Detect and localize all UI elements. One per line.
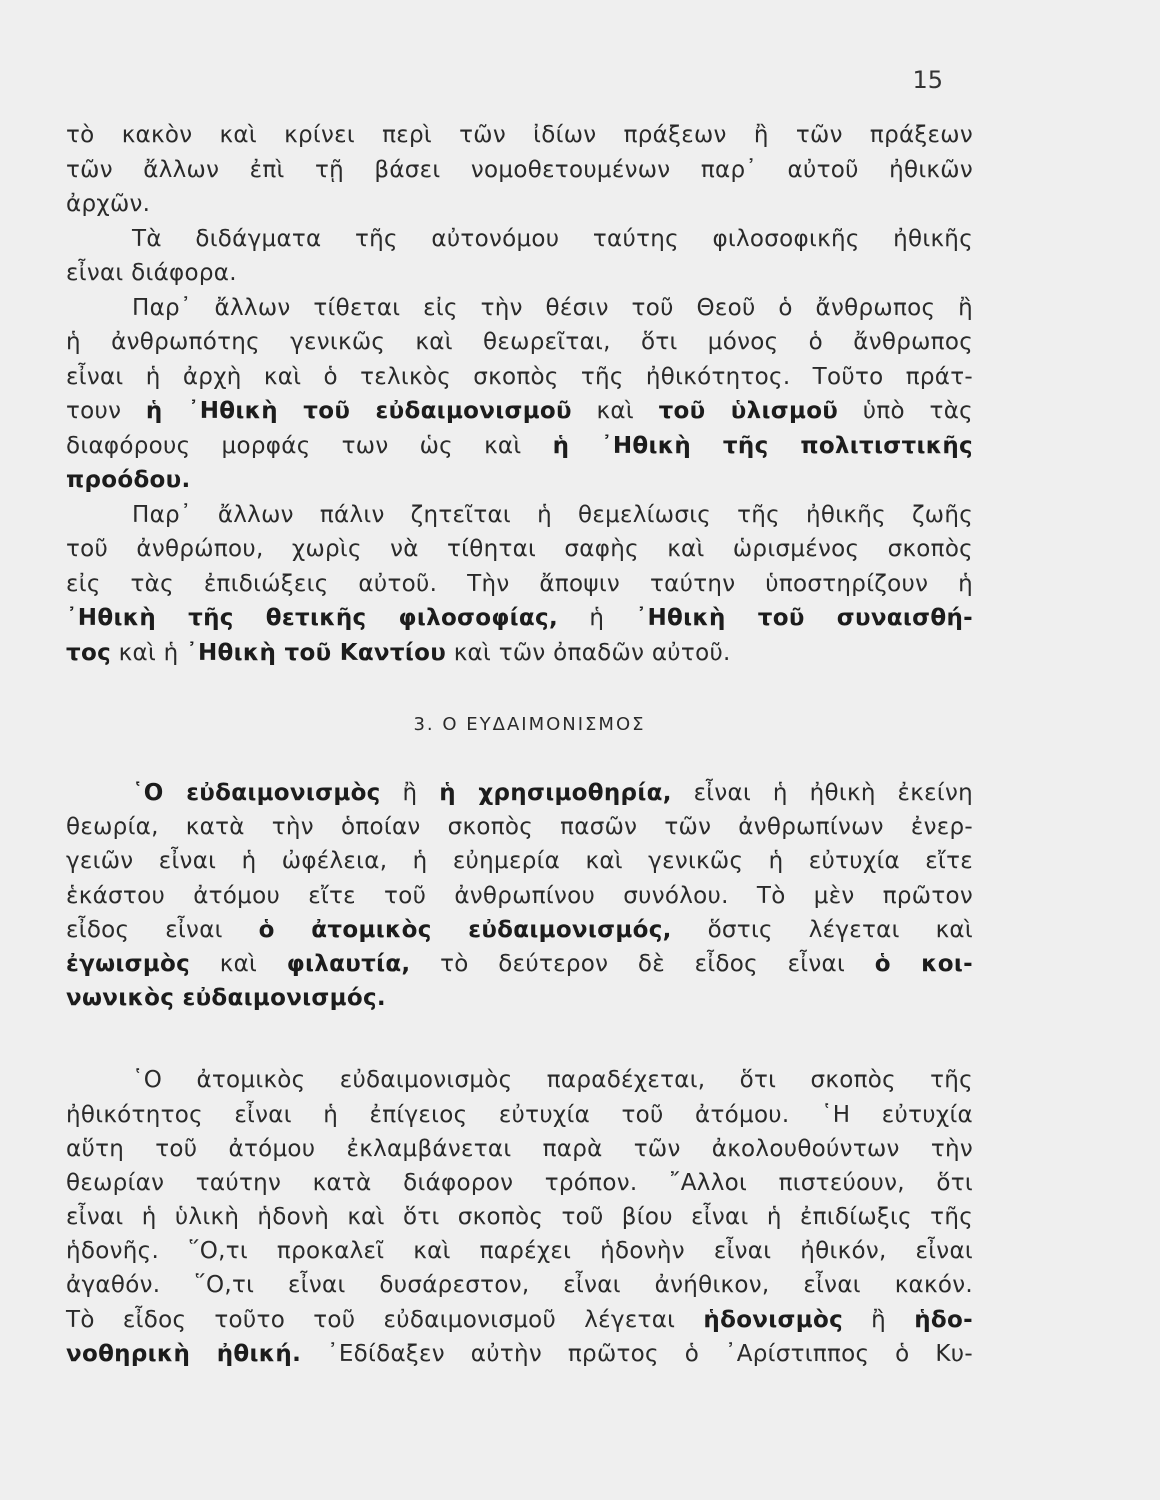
- text-line: εἰς τὰς ἐπιδιώξεις αὐτοῦ. Τὴν ἄποψιν ταύτην ὑποστηρίζουν ἡ: [66, 570, 973, 597]
- emphasis: νοθηρικὴ ἠθική.: [66, 1340, 302, 1367]
- emphasis: νωνικὸς εὐδαιμονισμός.: [66, 985, 386, 1012]
- emphasis: ῾Ο εὐδαιμονισμὸς: [132, 780, 381, 806]
- text-line: εἶναι ἡ ὑλικὴ ἡδονὴ καὶ ὅτι σκοπὸς τοῦ βίου εἶναι ἡ ἐπιδίωξις τῆς: [66, 1204, 973, 1231]
- emphasis: ὁ κοι-: [874, 950, 973, 977]
- text-line: Τὰ διδάγματα τῆς αὐτονόμου ταύτης φιλοσοφικῆς ἠθικῆς: [132, 225, 973, 252]
- emphasis: ἡδονισμὸς: [703, 1306, 843, 1333]
- emphasis: τος: [66, 639, 112, 666]
- emphasis: ἡ ᾿Ηθικὴ τοῦ εὐδαιμονισμοῦ: [145, 398, 572, 424]
- text-line: ἑκάστου ἀτόμου εἴτε τοῦ ἀνθρωπίνου συνόλου. Τὸ μὲν πρῶτον: [66, 882, 973, 909]
- emphasis: φιλαυτία,: [286, 950, 411, 977]
- text-line: εἶναι ἡ ἀρχὴ καὶ ὁ τελικὸς σκοπὸς τῆς ἠθικότητος. Τοῦτο πράτ-: [66, 363, 973, 390]
- text-line: νοθηρικὴ ἠθική. ᾿Εδίδαξεν αὐτὴν πρῶτος ὁ ᾿Αρίστιππος ὁ Κυ-: [66, 1340, 973, 1367]
- emphasis: ὁ ἀτομικὸς εὐδαιμονισμός,: [258, 916, 672, 943]
- text-line: Τὸ εἶδος τοῦτο τοῦ εὐδαιμονισμοῦ λέγεται ἡδονισμὸς ἢ ἡδο-: [66, 1306, 973, 1333]
- text-line: τος καὶ ἡ ᾿Ηθικὴ τοῦ Καντίου καὶ τῶν ὀπαδῶν αὐτοῦ.: [66, 639, 731, 666]
- emphasis: ἡ χρησιμοθηρία,: [439, 780, 672, 806]
- text-line: [66, 463, 973, 498]
- text-line: ῾Ο ἀτομικὸς εὐδαιμονισμὸς παραδέχεται, ὅτι σκοπὸς τῆς: [132, 1067, 973, 1094]
- emphasis: ἐγωισμὸς: [66, 950, 191, 977]
- emphasis: ἡδο-: [914, 1306, 973, 1333]
- emphasis: ᾿Ηθικὴ τοῦ συναισθή-: [635, 605, 973, 631]
- text-line: θεωρίαν ταύτην κατὰ διάφορον τρόπον. ῎Αλλοι πιστεύουν, ὅτι: [66, 1169, 973, 1196]
- text-line: Παρ᾽ ἄλλων πάλιν ζητεῖται ἡ θεμελίωσις τῆς ἠθικῆς ζωῆς: [132, 501, 973, 528]
- text-line: ἐγωισμὸς καὶ φιλαυτία, τὸ δεύτερον δὲ εἶδος εἶναι ὁ κοι-: [66, 950, 973, 977]
- text-line: θεωρία, κατὰ τὴν ὁποίαν σκοπὸς πασῶν τῶν ἀνθρωπίνων ἐνερ-: [66, 814, 973, 841]
- text-line: ἡ ἀνθρωπότης γενικῶς καὶ θεωρεῖται, ὅτι μόνος ὁ ἄνθρωπος: [66, 329, 973, 355]
- emphasis: ᾿Ηθικὴ τοῦ Καντίου: [186, 639, 447, 666]
- emphasis: τοῦ ὑλισμοῦ: [658, 398, 839, 424]
- text-line: [66, 981, 973, 1015]
- text-line: ἡδονῆς. ῞Ο,τι προκαλεῖ καὶ παρέχει ἡδονὴν εἶναι ἠθικόν, εἶναι: [66, 1238, 973, 1265]
- text-line: ᾿Ηθικὴ τῆς θετικῆς φιλοσοφίας, ἡ ᾿Ηθικὴ τοῦ συναισθή-: [66, 605, 973, 631]
- text-line: ῾Ο εὐδαιμονισμὸς ἢ ἡ χρησιμοθηρία, εἶναι ἡ ἠθικὴ ἐκείνη: [132, 780, 973, 806]
- section-heading: 3. Ο ΕΥΔΑΙΜΟΝΙΣΜΟΣ: [413, 714, 646, 735]
- emphasis: ᾿Ηθικὴ τῆς θετικῆς φιλοσοφίας,: [66, 605, 558, 631]
- text-line: εἶδος εἶναι ὁ ἀτομικὸς εὐδαιμονισμός, ὅστις λέγεται καὶ: [66, 916, 973, 943]
- emphasis: προόδου.: [66, 467, 191, 493]
- text-line: αὕτη τοῦ ἀτόμου ἐκλαμβάνεται παρὰ τῶν ἀκολουθούντων τὴν: [66, 1135, 973, 1162]
- page-number: 15: [912, 66, 943, 94]
- emphasis: ἡ ᾿Ηθικὴ τῆς πολιτιστικῆς: [552, 432, 973, 459]
- text-line: εἶναι διάφορα.: [66, 260, 237, 286]
- text-line: τοῦ ἀνθρώπου, χωρὶς νὰ τίθηται σαφὴς καὶ ὡρισμένος σκοπὸς: [66, 536, 973, 562]
- text-line: τουν ἡ ᾿Ηθικὴ τοῦ εὐδαιμονισμοῦ καὶ τοῦ ὑλισμοῦ ὑπὸ τὰς: [66, 398, 973, 424]
- text-line: ἀρχῶν.: [66, 191, 151, 217]
- text-line: Παρ᾽ ἄλλων τίθεται εἰς τὴν θέσιν τοῦ Θεοῦ ὁ ἄνθρωπος ἢ: [132, 294, 973, 321]
- section-body: [66, 776, 973, 1371]
- text-line: γειῶν εἶναι ἡ ὠφέλεια, ἡ εὐημερία καὶ γενικῶς ἡ εὐτυχία εἴτε: [66, 848, 973, 875]
- text-line: διαφόρους μορφάς των ὡς καὶ ἡ ᾿Ηθικὴ τῆς πολιτιστικῆς: [66, 432, 973, 459]
- text-line: ἀγαθόν. ῞Ο,τι εἶναι δυσάρεστον, εἶναι ἀνήθικον, εἶναι κακόν.: [66, 1272, 973, 1299]
- text-line: τῶν ἄλλων ἐπὶ τῇ βάσει νομοθετουμένων παρ᾽ αὐτοῦ ἠθικῶν: [66, 156, 973, 183]
- body-text: [66, 118, 973, 1371]
- text-line: τὸ κακὸν καὶ κρίνει περὶ τῶν ἰδίων πράξεων ἢ τῶν πράξεων: [66, 122, 973, 148]
- paragraph-gap: [66, 1015, 973, 1063]
- text-line: ἠθικότητος εἶναι ἡ ἐπίγειος εὐτυχία τοῦ ἀτόμου. ῾Η εὐτυχία: [66, 1101, 973, 1128]
